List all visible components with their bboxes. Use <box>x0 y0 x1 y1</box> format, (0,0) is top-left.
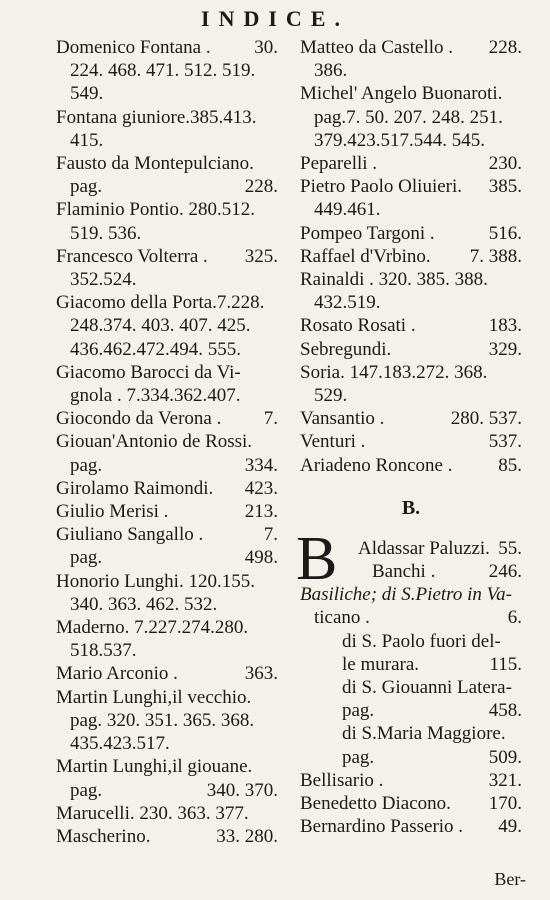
running-head: INDICE. <box>201 6 349 31</box>
entry-pages: 423. <box>244 477 278 499</box>
index-entry <box>300 769 522 792</box>
entry-line <box>300 198 522 221</box>
entry-line <box>56 338 278 361</box>
entry-line <box>56 570 278 593</box>
entry-line <box>300 338 522 361</box>
entry-line <box>300 676 522 699</box>
entry-text: di S.Maria Maggiore. <box>342 723 506 745</box>
right-column <box>296 36 522 839</box>
entry-pages: 385. <box>488 176 522 198</box>
index-entry <box>56 36 278 106</box>
entry-text: Raffael d'Vrbino. <box>300 245 431 267</box>
entry-text: Venturi . <box>300 431 366 453</box>
entry-text: 518.537. <box>70 640 137 662</box>
entry-line <box>56 686 278 709</box>
index-entry <box>300 338 522 361</box>
index-entry <box>56 361 278 407</box>
entry-line <box>56 500 278 523</box>
entry-text: Marucelli. 230. 363. 377. <box>56 802 249 824</box>
entry-line <box>56 802 278 825</box>
index-entry <box>300 815 522 838</box>
index-entry <box>300 630 522 676</box>
entry-text: Basiliche; di S.Pietro in Va- <box>300 584 512 606</box>
index-entry <box>300 152 522 175</box>
entry-text: Banchi . <box>372 561 436 583</box>
entry-line <box>56 779 278 802</box>
entry-pages: 321. <box>488 769 522 791</box>
entry-line <box>300 175 522 198</box>
entry-line <box>300 361 522 384</box>
dropcap-entry <box>296 524 522 593</box>
entry-text: 529. <box>314 385 348 407</box>
entry-pages: 230. <box>488 153 522 175</box>
entry-pages: 7. <box>263 408 278 430</box>
entry-line <box>56 430 278 453</box>
entry-line <box>300 769 522 792</box>
entry-text: Pietro Paolo Oliuieri. <box>300 176 463 198</box>
entry-line <box>300 653 522 676</box>
entry-line <box>300 454 522 477</box>
entry-line <box>56 152 278 175</box>
entry-line <box>56 546 278 569</box>
entry-line <box>300 407 522 430</box>
entry-pages: 7. <box>263 524 278 546</box>
index-entry <box>56 477 278 500</box>
entry-text: Mario Arconio . <box>56 663 178 685</box>
entry-text: le murara. <box>342 653 420 675</box>
entry-text: 435.423.517. <box>70 733 170 755</box>
index-entry <box>56 825 278 848</box>
index-entry <box>56 106 278 152</box>
entry-line <box>300 291 522 314</box>
entry-line <box>300 268 522 291</box>
entry-text: Giacomo Barocci da Vi- <box>56 361 241 383</box>
entry-line <box>358 560 522 583</box>
index-entry <box>300 36 522 82</box>
entry-text: 224. 468. 471. 512. 519. <box>70 60 256 82</box>
entry-text: 415. <box>70 129 104 151</box>
entry-text: Ariadeno Roncone . <box>300 454 453 476</box>
entry-text: 432.519. <box>314 292 381 314</box>
entry-line <box>56 755 278 778</box>
entry-text: Giacomo della Porta.7.228. <box>56 292 265 314</box>
entry-line <box>56 709 278 732</box>
section-b-entries <box>296 524 522 839</box>
entry-line <box>300 606 522 629</box>
entry-line <box>56 616 278 639</box>
entry-pages: 498. <box>244 547 278 569</box>
index-entry <box>56 802 278 825</box>
index-entry <box>56 430 278 476</box>
entry-text: Girolamo Raimondi. <box>56 477 214 499</box>
entry-line <box>300 82 522 105</box>
entry-text: Mascherino. <box>56 825 151 847</box>
index-entry <box>56 198 278 244</box>
left-column <box>56 36 278 848</box>
entry-text: Rosato Rosati . <box>300 315 416 337</box>
entry-line <box>300 384 522 407</box>
entry-line <box>300 59 522 82</box>
entry-text: Flaminio Pontio. 280.512. <box>56 199 255 221</box>
entry-line <box>56 106 278 129</box>
index-entry <box>56 523 278 569</box>
entry-line <box>300 792 522 815</box>
entry-text: Matteo da Castello . <box>300 37 454 58</box>
index-entry <box>56 500 278 523</box>
index-entry <box>300 82 522 152</box>
entry-pages: 55. <box>498 537 522 559</box>
entry-text: 248.374. 403. 407. 425. <box>70 315 251 337</box>
entry-pages: 213. <box>244 501 278 523</box>
entry-text: pag. <box>342 746 375 768</box>
entry-pages: 228. <box>488 37 522 58</box>
entry-line <box>56 662 278 685</box>
index-entry <box>300 407 522 430</box>
entry-line <box>56 198 278 221</box>
index-entry <box>56 616 278 662</box>
entry-line <box>56 59 278 82</box>
entry-text: Giuliano Sangallo . <box>56 524 204 546</box>
entry-pages: 363. <box>244 663 278 685</box>
entry-text: pag. <box>70 454 103 476</box>
entry-line <box>56 82 278 105</box>
index-entry <box>300 430 522 453</box>
entry-line <box>300 815 522 838</box>
entry-text: Soria. 147.183.272. 368. <box>300 361 488 383</box>
entry-text: Giocondo da Verona . <box>56 408 222 430</box>
entry-pages: 6. <box>507 607 522 629</box>
entry-text: Fontana giuniore.385.413. <box>56 106 257 128</box>
entry-line <box>300 129 522 152</box>
index-entry <box>300 175 522 221</box>
entry-line <box>56 639 278 662</box>
entry-line <box>56 361 278 384</box>
entry-text: pag. <box>342 700 375 722</box>
index-entry <box>300 722 522 768</box>
entry-pages: 280. 537. <box>450 408 522 430</box>
entry-text: pag.7. 50. 207. 248. 251. <box>314 106 503 128</box>
entry-line <box>56 454 278 477</box>
entry-line <box>300 245 522 268</box>
entry-line <box>300 106 522 129</box>
entry-line <box>300 152 522 175</box>
entry-text: Honorio Lunghi. 120.155. <box>56 570 255 592</box>
entry-line <box>300 722 522 745</box>
section-letter: B. <box>401 496 421 519</box>
catchword: Ber- <box>494 869 526 889</box>
entry-pages: 170. <box>488 793 522 815</box>
entry-text: 436.462.472.494. 555. <box>70 338 241 360</box>
entry-text: pag. 320. 351. 365. 368. <box>70 709 255 731</box>
entry-text: Giouan'Antonio de Rossi. <box>56 431 253 453</box>
entry-text: Martin Lunghi,il vecchio. <box>56 686 252 708</box>
entry-pages: 325. <box>244 245 278 267</box>
entry-line <box>56 407 278 430</box>
entry-pages: 334. <box>244 454 278 476</box>
entry-line <box>56 314 278 337</box>
entry-line <box>300 746 522 769</box>
entry-line <box>56 477 278 500</box>
entry-text: pag. <box>70 176 103 198</box>
entry-line <box>56 222 278 245</box>
entry-line <box>56 523 278 546</box>
entry-pages: 85. <box>498 454 522 476</box>
entry-line <box>300 430 522 453</box>
index-entry <box>56 686 278 756</box>
entry-text: Aldassar Paluzzi. <box>358 537 490 559</box>
index-entry <box>300 676 522 722</box>
entry-text: Francesco Volterra . <box>56 245 208 267</box>
entry-line <box>56 268 278 291</box>
dropcap-letter: B <box>296 524 338 593</box>
entry-text: Benedetto Diacono. <box>300 793 451 815</box>
entry-pages: 246. <box>488 561 522 583</box>
right-entries <box>300 36 522 477</box>
entry-pages: 115. <box>489 653 522 675</box>
entry-line <box>56 593 278 616</box>
entry-pages: 340. 370. <box>206 779 278 801</box>
entry-text: Giulio Merisi . <box>56 501 169 523</box>
index-entry <box>56 407 278 430</box>
entry-text: pag. <box>70 779 103 801</box>
entry-line <box>56 384 278 407</box>
index-entry <box>300 361 522 407</box>
entry-text: di S. Paolo fuori del- <box>342 630 501 652</box>
entry-text: Martin Lunghi,il giouane. <box>56 756 253 778</box>
entry-pages: 49. <box>498 816 522 838</box>
entry-text: 352.524. <box>70 269 137 291</box>
index-entry <box>56 245 278 291</box>
index-entry <box>300 314 522 337</box>
entry-pages: 509. <box>488 746 522 768</box>
entry-line <box>56 245 278 268</box>
entry-text: 379.423.517.544. 545. <box>314 129 485 151</box>
entry-text: gnola . 7.334.362.407. <box>70 385 241 407</box>
index-entry <box>56 152 278 198</box>
entry-line <box>300 222 522 245</box>
index-entry <box>56 291 278 361</box>
index-entry <box>56 662 278 685</box>
entry-pages: 30. <box>254 37 278 58</box>
entry-text: Vansantio . <box>300 408 385 430</box>
entry-text: ticano . <box>314 607 370 629</box>
entry-pages: 537. <box>488 431 522 453</box>
entry-line <box>56 175 278 198</box>
entry-text: Domenico Fontana . <box>56 37 211 58</box>
entry-text: Fausto da Montepulciano. <box>56 153 254 175</box>
entry-line <box>300 699 522 722</box>
entry-text: Michel' Angelo Buonaroti. <box>300 83 503 105</box>
entry-text: Bernardino Passerio . <box>300 816 464 838</box>
entry-text: pag. <box>70 547 103 569</box>
entry-pages: 516. <box>488 222 522 244</box>
index-entry <box>300 245 522 268</box>
index-entry <box>300 268 522 314</box>
entry-pages: 183. <box>488 315 522 337</box>
entry-line <box>56 732 278 755</box>
entry-text: Maderno. 7.227.274.280. <box>56 617 249 639</box>
index-entry <box>300 222 522 245</box>
entry-line <box>300 314 522 337</box>
index-entry <box>56 570 278 616</box>
index-entry <box>300 792 522 815</box>
entry-text: 519. 536. <box>70 222 142 244</box>
entry-pages: 228. <box>244 176 278 198</box>
index-entry <box>300 454 522 477</box>
entry-text: Peparelli . <box>300 153 378 175</box>
entry-line <box>56 825 278 848</box>
entry-text: Pompeo Targoni . <box>300 222 435 244</box>
entry-line <box>300 630 522 653</box>
entry-text: di S. Giouanni Latera- <box>342 677 512 699</box>
index-entry <box>56 755 278 801</box>
entry-line <box>56 291 278 314</box>
entry-text: Bellisario . <box>300 769 384 791</box>
index-entry <box>296 524 522 593</box>
entry-line <box>56 129 278 152</box>
entry-pages: 458. <box>488 700 522 722</box>
entry-pages: 7. 388. <box>469 245 522 267</box>
entry-pages: 33. 280. <box>216 825 278 847</box>
entry-text: 449.461. <box>314 199 381 221</box>
entry-text: Rainaldi . 320. 385. 388. <box>300 269 488 291</box>
entry-text: 386. <box>314 60 348 82</box>
entry-line <box>300 36 522 59</box>
entry-pages: 329. <box>488 338 522 360</box>
entry-text: Sebregundi. <box>300 338 392 360</box>
entry-text: 549. <box>70 83 104 105</box>
entry-line <box>358 537 522 560</box>
entry-text: 340. 363. 462. 532. <box>70 593 218 615</box>
entry-line <box>56 36 278 59</box>
